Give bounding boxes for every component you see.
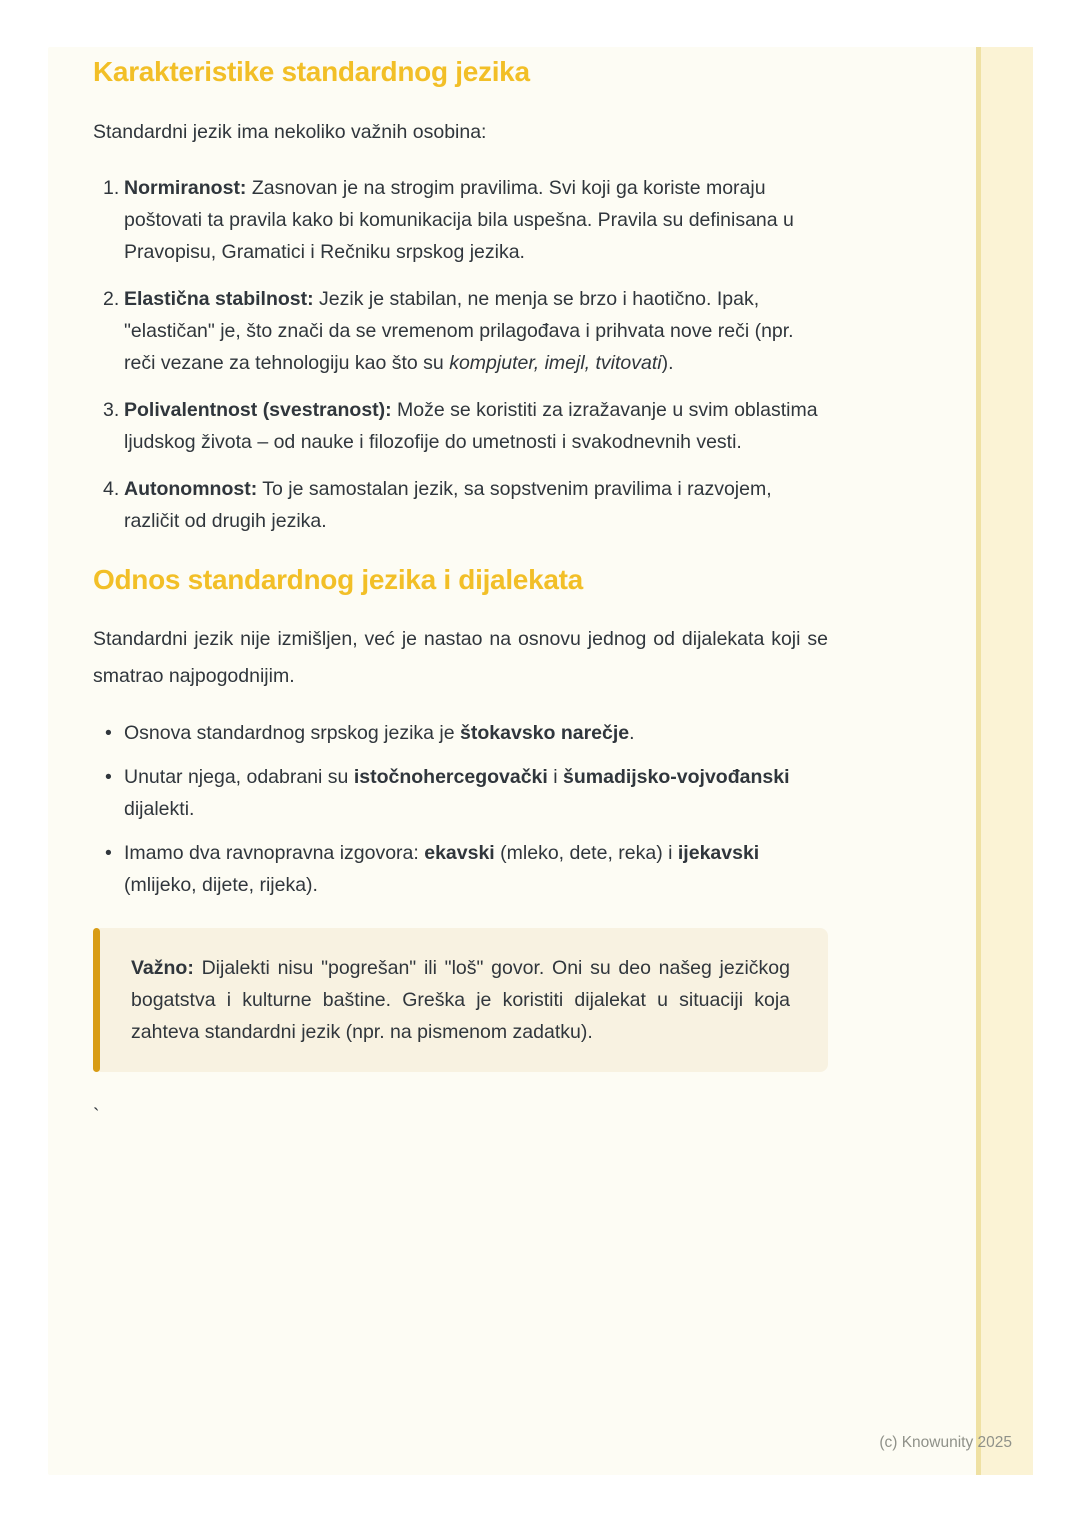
list-item-text: Imamo dva ravnopravna izgovora: ekavski (mleko, dete, reka) i ijekavski (mlijeko, dijete, rijeka). — [124, 842, 760, 896]
list-item — [93, 717, 828, 749]
list-item-text: Unutar njega, odabrani su istočnohercegovački i šumadijsko-vojvođanski dijalekti. — [124, 766, 790, 820]
list-item — [93, 172, 828, 268]
bullet-list — [93, 717, 828, 901]
list-item-text: Elastična stabilnost: Jezik je stabilan, ne menja se brzo i haotično. Ipak, "elastičan" je, što znači da se vremenom prilagođava i prihvata nove reči (npr. reči vezane za tehnologiju kao što su kompjuter, imejl, tvitovati). — [124, 288, 794, 374]
list-item-text: Normiranost: Zasnovan je na strogim pravilima. Svi koji ga koriste moraju poštovati ta pravila kako bi komunikacija bila uspešna. Pravila su definisana u Pravopisu, Gramatici i Rečniku srpskog jezika. — [124, 177, 794, 263]
section-heading-karakteristike: Karakteristike standardnog jezika — [93, 56, 530, 87]
callout-text: Važno: Dijalekti nisu "pogrešan" ili "loš" govor. Oni su deo našeg jezičkog bogatstva i kulturne baštine. Greška je koristiti dijalekat u situaciji koja zahteva standardni jezik (npr. na pismenom zadatku). — [131, 957, 790, 1043]
stray-backtick: ` — [93, 1105, 100, 1127]
section-heading-odnos: Odnos standardnog jezika i dijalekata — [93, 564, 583, 595]
right-accent-stripe — [976, 47, 1033, 1475]
intro-paragraph: Standardni jezik ima nekoliko važnih osobina: — [93, 121, 487, 143]
list-item-marker: 2. — [103, 288, 120, 310]
list-item — [93, 761, 828, 825]
document-content — [93, 55, 828, 1132]
bullet-marker: • — [105, 722, 112, 744]
list-item-marker: 4. — [103, 478, 120, 500]
list-item-text: Osnova standardnog srpskog jezika je štokavsko narečje. — [124, 722, 635, 744]
document-card — [48, 47, 1033, 1475]
list-item-text: Polivalentnost (svestranost): Može se koristiti za izražavanje u svim oblastima ljudskog života – od nauke i filozofije do umetnosti i svakodnevnih vesti. — [124, 399, 818, 453]
bullet-marker: • — [105, 766, 112, 788]
callout-accent-bar — [93, 928, 100, 1072]
list-item — [93, 394, 828, 458]
list-item — [93, 837, 828, 901]
list-item — [93, 473, 828, 537]
footer-credit: (c) Knowunity 2025 — [879, 1434, 1012, 1451]
list-item — [93, 283, 828, 379]
bullet-marker: • — [105, 842, 112, 864]
important-callout — [93, 928, 828, 1072]
numbered-list — [93, 172, 828, 537]
list-item-text: Autonomnost: To je samostalan jezik, sa sopstvenim pravilima i razvojem, različit od drugih jezika. — [124, 478, 772, 532]
list-item-marker: 3. — [103, 399, 120, 421]
list-item-marker: 1. — [103, 177, 120, 199]
dialect-paragraph: Standardni jezik nije izmišljen, već je nastao na osnovu jednog od dijalekata koji se smatrao najpogodnijim. — [93, 628, 828, 687]
